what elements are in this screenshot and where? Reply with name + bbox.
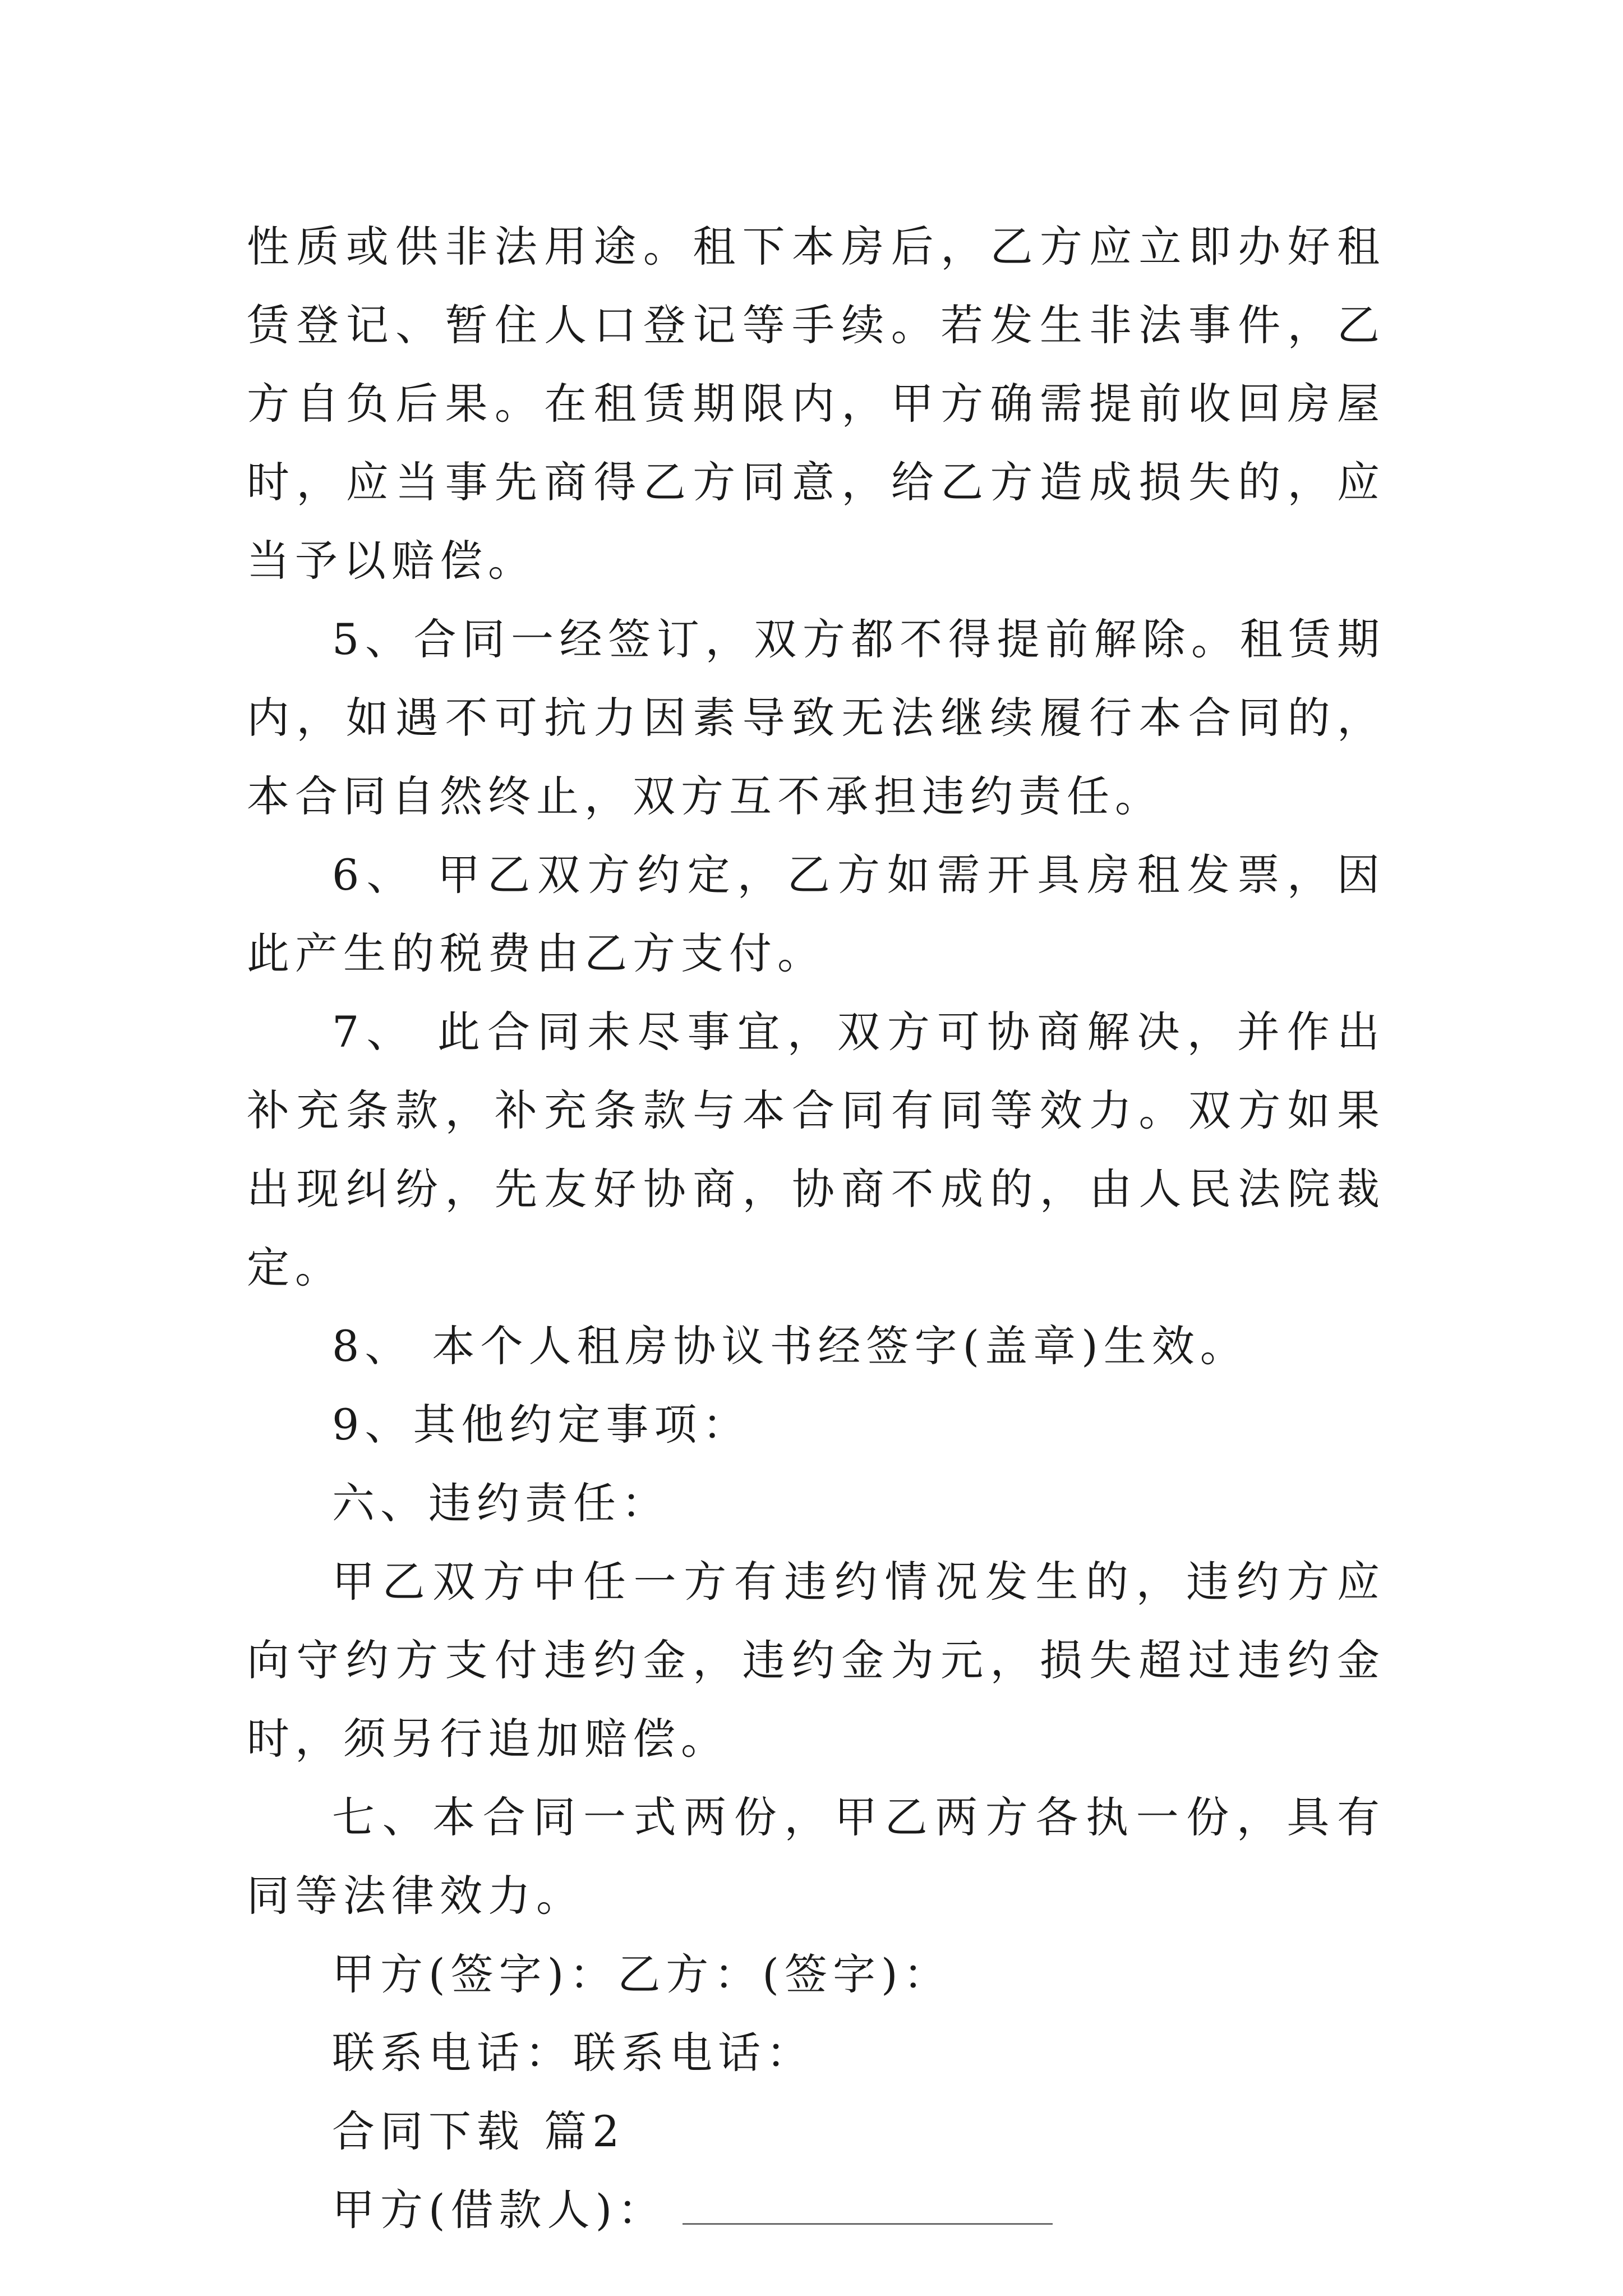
paragraph-liability: 甲乙双方中任一方有违约情况发生的，违约方应向守约方支付违约金，违约金为元，损失超过违约金时，须另行追加赔偿。 [247,1557,1385,1764]
paragraph-clause-9: 9、其他约定事项： [332,1400,751,1450]
borrower-blank-underline [683,2220,1053,2225]
borrower-line [247,2171,1385,2249]
contact-line: 联系电话：联系电话： [332,2028,814,2078]
document-body [247,208,1385,2249]
paragraph-clause-8: 8、 本个人租房协议书经签字(盖章)生效。 [332,1321,1248,1371]
paragraph-clause-5: 5、合同一经签订，双方都不得提前解除。租赁期内，如遇不可抗力因素导致无法继续履行本合同的，本合同自然终止，双方互不承担违约责任。 [247,614,1385,821]
paragraph-use-restrictions: 性质或供非法用途。租下本房后，乙方应立即办好租赁登记、暂住人口登记等手续。若发生非法事件，乙方自负后果。在租赁期限内，甲方确需提前收回房屋时，应当事先商得乙方同意，给乙方造成损失的，应当予以赔偿。 [247,222,1385,586]
section-heading-liability: 六、违约责任： [332,1478,670,1528]
paragraph-copies: 七、本合同一式两份，甲乙两方各执一份，具有同等法律效力。 [247,1792,1385,1921]
section-title-contract-2: 合同下载 篇2 [332,2106,625,2156]
paragraph-clause-7: 7、 此合同未尽事宜，双方可协商解决，并作出补充条款，补充条款与本合同有同等效力。双方如果出现纠纷，先友好协商，协商不成的，由人民法院裁定。 [247,1007,1385,1292]
borrower-label: 甲方(借款人)： [332,2185,666,2235]
signature-line: 甲方(签字)：乙方：(签字)： [332,1949,952,1999]
paragraph-clause-6: 6、 甲乙双方约定，乙方如需开具房租发票，因此产生的税费由乙方支付。 [247,850,1385,978]
